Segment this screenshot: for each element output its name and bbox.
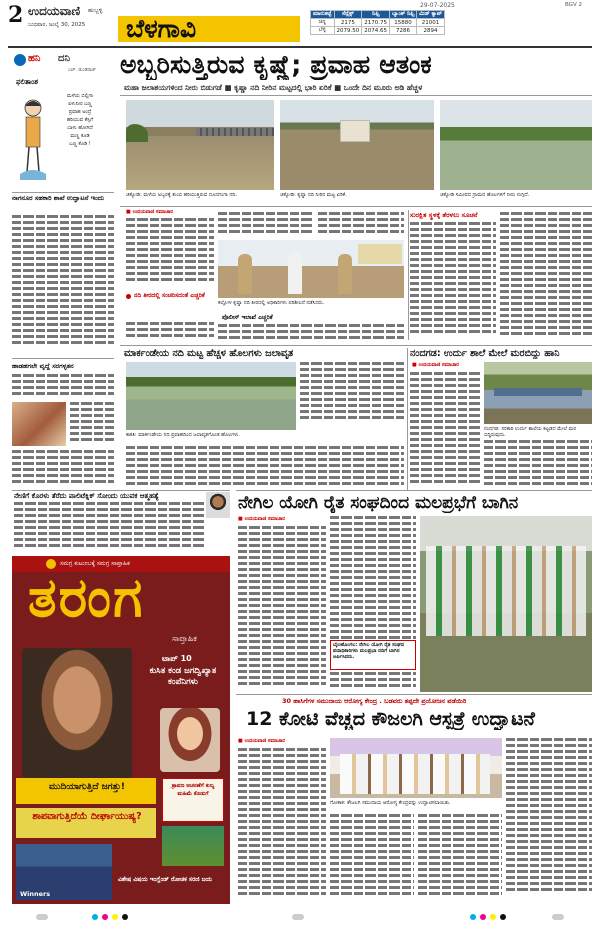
verse-line: ಪ್ರವಾಹ ಅಂದ್ರೆ [68, 109, 92, 115]
col-rule [408, 210, 409, 340]
section-rule [120, 345, 592, 346]
photo-caption: ಬೈಲಹೊಂಗಲ: ನೇಗಿಲ ಯೋಗಿ ರೈತ ಸಂಘದ ಪದಾಧಿಕಾರಿಗಳು ಮಲಪ್ರಭಾ ನದಿಗೆ ಬಾಗಿನ ಅರ್ಪಿಸಿದರು. [333, 642, 404, 660]
section-rule [12, 490, 230, 491]
market-cell: 2175 [334, 19, 362, 27]
photo-person [238, 254, 252, 294]
color-mark [112, 914, 118, 920]
news-photo [12, 402, 66, 446]
story-body [484, 440, 592, 488]
markandeya-headline: ಮಾರ್ಕಂಡೇಯ ನದಿ ಮಟ್ಟ ಹೆಚ್ಚಳ ಹೊಲಗಳು ಜಲಾವೃತ [124, 348, 294, 359]
registration-mark [292, 914, 304, 920]
hospital-headline: 12 ಕೋಟಿ ವೆಚ್ಚದ ಕೌಜಲಗಿ ಆಸ್ಪತ್ರೆ ಉದ್ಘಾಟನೆ [246, 708, 535, 730]
farmers-photo [420, 516, 592, 692]
lead-rule [120, 95, 592, 96]
photo-roof [494, 388, 582, 396]
corner-code: BGV 2 [565, 2, 582, 8]
section-title: ಬೆಳಗಾವಿ [126, 14, 197, 43]
date-line: ಬುಧವಾರ, ಜುಲೈ 30, 2025 [28, 22, 86, 28]
story-headline: ನಾಗನೂರ ಸಹಕಾರಿ ಶಾಖೆ ಉದ್ಘಾಟನೆ ಇಂದು [12, 194, 105, 202]
section-rule [236, 694, 592, 695]
printer-marks [0, 910, 600, 928]
byline: ■ ಉದಯವಾಣಿ ಸಮಾಚಾರ [238, 516, 285, 522]
photo-group [340, 754, 490, 794]
mini-headline: ಪೊಲೀಸ್ ಇಲಾಖೆ ಎಚ್ಚರಿಕೆ [222, 314, 273, 321]
lead-subheadline: ಮಹಾ ಜಲಾಶಯಗಳಿಂದ ನೀರು ಬಿಡುಗಡೆ ■ ಕೃಷ್ಣಾ ನದಿ ನೀರಿನ ಮಟ್ಟದಲ್ಲಿ ಭಾರಿ ಏರಿಕೆ ■ ಒಂದೇ ದಿನ ಮೂರು ಅಡಿ ಹೆಚ್ಚಳ [124, 83, 423, 92]
color-mark [470, 914, 476, 920]
market-table [310, 10, 445, 35]
cartoon-brand-b: ದನಿ [58, 53, 71, 64]
photo-group [426, 546, 586, 636]
market-cell: 2894 [417, 27, 445, 35]
ad-subtitle: ಸಾಪ್ತಾಹಿಕ [172, 634, 197, 643]
market-cell: ಬೆಳ್ಳಿ [311, 27, 335, 35]
market-cell: 7286 [390, 27, 417, 35]
field-flood-photo [126, 362, 296, 430]
color-mark [500, 914, 506, 920]
officials-photo [218, 240, 404, 298]
market-date: 29-07-2025 [420, 2, 455, 9]
taranga-ad[interactable] [12, 556, 230, 904]
verse-line: ಬಾಳು ಹೋಗಿದೆ [67, 125, 93, 131]
school-photo [484, 362, 592, 424]
color-mark [122, 914, 128, 920]
ad-headline-1: ಮುದಿಯಾಗುತ್ತಿದೆ ಜಗತ್ತು! [48, 782, 126, 792]
col-rule [12, 192, 114, 193]
market-cell: 15880 [390, 19, 417, 27]
ad-top-text: ಕುಸಿತ ಕಂಡ ಜಗದ್ವಿಖ್ಯಾತ ಕಂಪೆನಿಗಳು [149, 666, 217, 687]
story-body [12, 215, 114, 355]
header-rule [8, 46, 592, 48]
market-header: ಮಾರುಕಟ್ಟೆ [311, 11, 335, 19]
page-header [0, 0, 600, 48]
lead-headline: ಅಬ್ಬರಿಸುತ್ತಿರುವ ಕೃಷ್ಣೆ; ಪ್ರವಾಹ ಆತಂಕ [120, 50, 432, 79]
page-number: 2 [8, 2, 24, 28]
color-mark [102, 914, 108, 920]
byline: ■ ಉದಯವಾಣಿ ಸಮಾಚಾರ [412, 362, 459, 368]
youth-headline: ನೇಣಿಗೆ ಕೊರಳು ತೆರೆದು ಪಾಲಿಟೆಕ್ನಿಕ್ ಸೋಂದು ಯುವಕ ಆತ್ಮಹತ್ಯೆ [14, 492, 159, 500]
market-header: ನಿಫ್ಟಿ [362, 11, 390, 19]
col-rule [407, 348, 408, 490]
story-body [218, 212, 314, 238]
story-body [238, 526, 326, 692]
ad-face-photo [22, 648, 132, 778]
story-body [218, 324, 404, 346]
photo-banner [358, 244, 402, 264]
story-body [126, 446, 404, 490]
byline: ■ ಉದಯವಾಣಿ ಸಮಾಚಾರ [238, 738, 285, 744]
market-cell: 21001 [417, 19, 445, 27]
story-body [500, 212, 592, 342]
photo-person [288, 252, 302, 294]
ad-title: ತರಂಗ [28, 566, 145, 629]
story-body [70, 402, 114, 448]
color-mark [480, 914, 486, 920]
ad-headline-2: ಶಾಪವಾಗುತ್ತಿದೆಯೆ ದೀರ್ಘಾಯುಷ್ಯ? [32, 811, 142, 822]
ad-winners: Winners [20, 890, 51, 898]
photo-caption: ನಂದಗಡ: ಸರಕಾರಿ ಉರ್ದು ಶಾಲೆಯ ಕಟ್ಟಡದ ಮೇಲೆ ಮರ ಬಿದ್ದಿರುವುದು. [484, 426, 576, 438]
story-body [12, 374, 114, 400]
photo-caption: ಚಿಕ್ಕೋಡಿ: ಕೃಷ್ಣಾ ನದಿ ನೀರಿನ ಮಟ್ಟ ಏರಿಕೆ. [280, 192, 347, 198]
story-body [410, 222, 496, 342]
registration-mark [36, 914, 48, 920]
flood-photo [440, 100, 592, 190]
photo-caption: ಚಿಕ್ಕೋಡಿ: ಮಳೆಯ ಅಬ್ಬರಕ್ಕೆ ತುಂಬಿ ಹರಿಯುತ್ತಿರುವ ದೂದಗಂಗಾ ನದಿ. [126, 192, 237, 198]
story-body [126, 322, 214, 346]
color-mark [490, 914, 496, 920]
farmers-headline: ನೇಗಿಲ ಯೋಗಿ ರೈತ ಸಂಘದಿಂದ ಮಲಪ್ರಭೆಗೆ ಬಾಗಿನ [238, 493, 519, 513]
cartoon-drawing [16, 94, 50, 184]
side-headline: ಸುರಕ್ಷಿತ ಸ್ಥಳಕ್ಕೆ ತೆರಳಲು ಸೂಚನೆ [410, 211, 478, 219]
verse-line: ಮಣ್ಣ ಕೂಡಿ [70, 133, 90, 139]
story-body [410, 372, 480, 488]
story-body [418, 814, 502, 904]
market-cell: 2074.65 [362, 27, 390, 35]
nandagad-headline: ನಂದಗಡ: ಉರ್ದು ಶಾಲೆ ಮೇಲೆ ಮರಬಿದ್ದು ಹಾನಿ [410, 348, 560, 359]
market-cell: ಚಿನ್ನ [311, 19, 335, 27]
market-header: ಬ್ಯಾಂಕ್ ನಿಫ್ಟಿ [390, 11, 417, 19]
verse-line: ಮಳೆಯ ಬಿಲ್ಲಿಗಾ [66, 93, 94, 99]
photo-temple [340, 120, 370, 142]
cartoon-logo-icon [14, 54, 26, 66]
story-body [126, 218, 214, 288]
market-header: ಮಿಡ್ ಕ್ಯಾಪ್ [417, 11, 445, 19]
ad-tagline: ಸಮಗ್ರ ಕುಟುಂಬಕ್ಕೆ ಸಮಗ್ರ ಸಾಪ್ತಾಹಿಕ [60, 560, 130, 567]
ad-bottom-text: ವಿಶೇಷ ವಿಷಯ ಇಂಗ್ಲೆಂಡ್ ರೋಚಕ ಸರಣಿ ಜಯ [118, 876, 213, 883]
ad-woman-photo [160, 708, 220, 772]
flood-photo [126, 100, 274, 190]
story-body [506, 738, 592, 904]
color-mark [92, 914, 98, 920]
photo-bridge [196, 128, 274, 136]
market-cell: 2079.50 [334, 27, 362, 35]
hospital-photo [330, 738, 502, 798]
callout-text: ನದಿ ತೀರದಲ್ಲಿ ಸಂಚರಿಸದಂತೆ ಎಚ್ಚರಿಕೆ [134, 292, 205, 299]
hospital-kicker: 30 ಹಾಸಿಗೆಗಳ ಸಮುದಾಯ ಆರೋಗ್ಯ ಕೇಂದ್ರ . ಬಡವರು ತಪ್ಪದೇ ಪ್ರಯೋಜನ ಪಡೆಯಿರಿ [282, 697, 467, 705]
cartoon-box [12, 50, 114, 190]
verse-line: ಹರಿಯುವ ಕೆಸ್ಸಿಗೆ [66, 117, 94, 123]
portrait-photo [206, 492, 230, 518]
ad-top-label: ಟಾಪ್ 10 [162, 654, 192, 663]
story-body [14, 502, 204, 550]
callout-icon [126, 294, 131, 299]
story-body [330, 814, 414, 904]
story-body [238, 748, 326, 904]
ad-box-text: ಶ್ರಾವಣ ಆಚರಣೆಗೆ ಕುಲ್ಯ ಮಹಿಮೆ ಕೊಡುಗೆ [171, 783, 215, 797]
cartoon-brand-a: ಹನಿ [28, 53, 41, 64]
cartoon-credit: ಎಚ್. ಡುಂಡಿರಾಜ್ [68, 68, 96, 73]
market-header: ಸೆನ್ಸೆಕ್ಸ್ [334, 11, 362, 19]
registration-mark [552, 914, 564, 920]
verse-line: ಬಣ್ಣ ಕೊಡಿ ! [69, 141, 91, 147]
flood-photo [280, 100, 434, 190]
photo-tree [126, 124, 148, 142]
cartoon-title: ಫಲಿತಾಂಶ [16, 78, 39, 86]
ad-temple-photo [162, 826, 224, 866]
verse-line: ಏಳುನೀರ ಬಣ್ಣ [68, 101, 92, 107]
callout-box [126, 292, 214, 320]
story-body [12, 450, 114, 486]
byline: ■ ಉದಯವಾಣಿ ಸಮಾಚಾರ [126, 209, 173, 215]
market-cell: 2170.75 [362, 19, 390, 27]
story-body [318, 212, 404, 238]
photo-caption: ಗೋಕಾಕ: ಕೌಜಲಗಿ ಸಮುದಾಯ ಆರೋಗ್ಯ ಕೇಂದ್ರವನ್ನು ಉದ್ಘಾಟಿಸಲಾಯಿತು. [330, 800, 451, 806]
photo-caption: ಚಿಕ್ಕೋಡಿ ಸಮೀಪದ ಗ್ರಾಮದ ಹೊಲಗಳಿಗೆ ನೀರು ನುಗ್ಗಿದೆ. [440, 192, 530, 198]
city-label: ಹುಬ್ಬಳ್ಳಿ [88, 7, 103, 14]
story-body [300, 362, 404, 430]
photo-caption: ಕಾಕತಿ: ಮಾರ್ಕಂಡೇಯ ನದಿ ಪ್ರವಾಹದಿಂದ ಜಲಾವೃತಗೊಂಡ ಹೊಲಗಳು. [126, 432, 240, 438]
photo-person [338, 254, 352, 294]
paper-name: ಉದಯವಾಣಿ [28, 4, 81, 18]
col-rule [12, 358, 114, 359]
lead-rule [120, 206, 592, 207]
section-rule [236, 490, 592, 491]
story-headline: ಹಾಡಹಗಲೇ ವೃದ್ದೆ ಸರಗಳ್ಳತನ [12, 362, 74, 370]
cartoon-verse [50, 92, 110, 148]
photo-caption: ಕಲ್ಲೋಳ ಕೃಷ್ಣಾ ನದಿ ತೀರದಲ್ಲಿ ಅಧಿಕಾರಿಗಳು ಪರಿಶೀಲನೆ ನಡೆಸಿದರು. [218, 300, 325, 306]
